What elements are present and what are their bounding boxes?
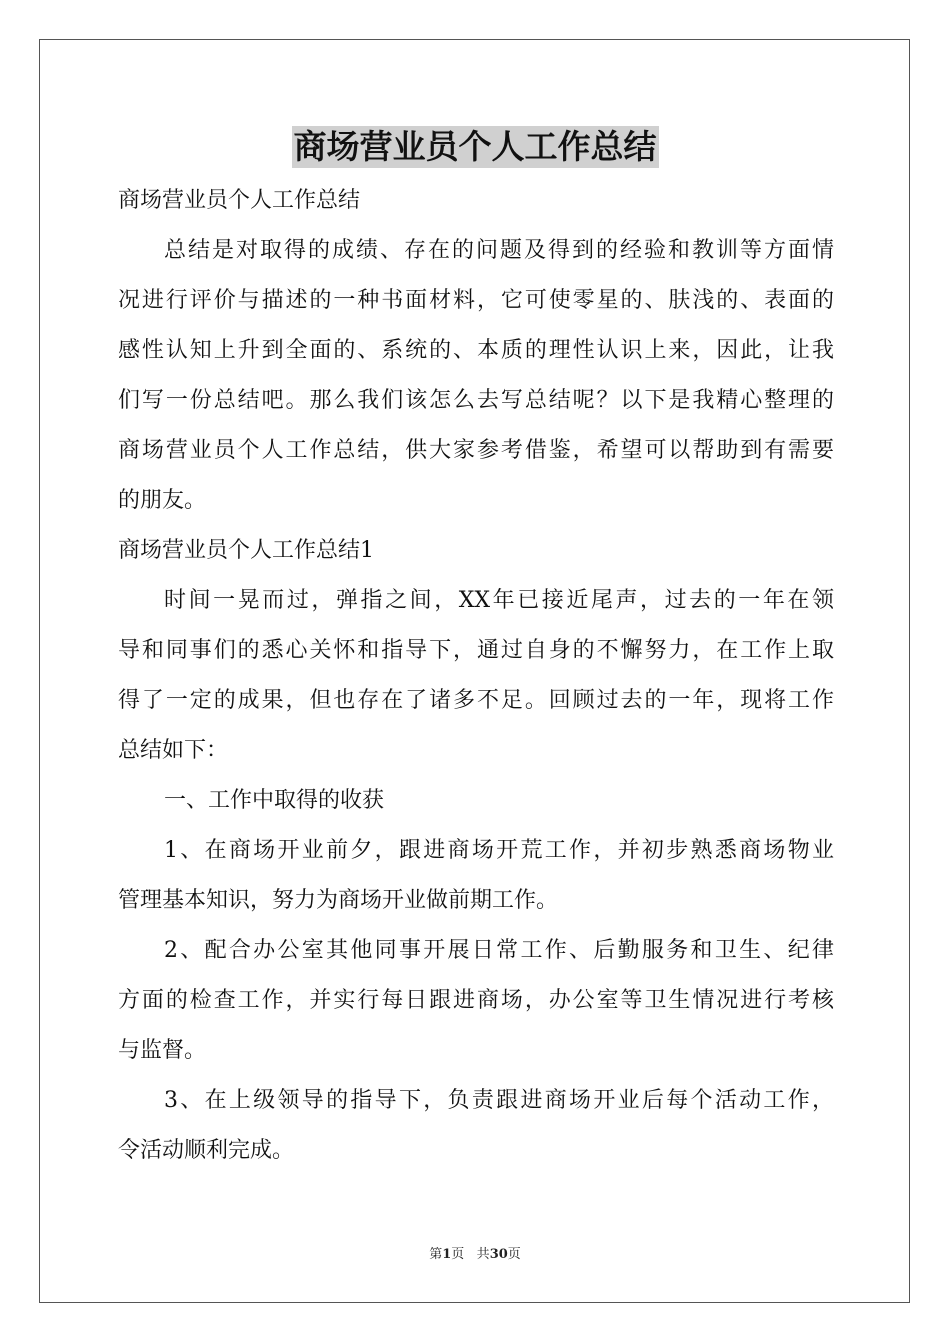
paragraph-line: 总结如下：	[118, 738, 229, 763]
paragraph-line: 感性认知上升到全面的、系统的、本质的理性认识上来，因此，让我	[118, 338, 834, 363]
paragraph-line: 与监督。	[118, 1038, 207, 1063]
paragraph-line: 的朋友。	[118, 488, 207, 513]
paragraph-line: 2、配合办公室其他同事开展日常工作、后勤服务和卫生、纪律	[164, 938, 834, 963]
total-prefix: 共	[476, 1247, 490, 1262]
paragraph-line: 况进行评价与描述的一种书面材料，它可使零星的、肤浅的、表面的	[118, 288, 834, 313]
total-suffix: 页	[507, 1247, 521, 1262]
paragraph-line: 得了一定的成果，但也存在了诸多不足。回顾过去的一年，现将工作	[118, 688, 834, 713]
subsection-heading: 一、工作中取得的收获	[164, 788, 385, 813]
document-title: 商场营业员个人工作总结	[293, 127, 657, 166]
total-pages: 30	[489, 1247, 508, 1262]
paragraph-line: 商场营业员个人工作总结，供大家参考借鉴，希望可以帮助到有需要	[118, 438, 834, 463]
paragraph-line: 导和同事们的悉心关怀和指导下，通过自身的不懈努力，在工作上取	[118, 638, 834, 663]
page-footer	[0, 1246, 950, 1264]
document-body	[118, 176, 834, 1176]
subtitle-line: 商场营业员个人工作总结	[118, 188, 361, 213]
paragraph-line: 方面的检查工作，并实行每日跟进商场，办公室等卫生情况进行考核	[118, 988, 834, 1013]
page-number: 1	[442, 1247, 452, 1262]
paragraph-line: 时间一晃而过，弹指之间，XX年已接近尾声，过去的一年在领	[164, 588, 834, 613]
paragraph-line: 总结是对取得的成绩、存在的问题及得到的经验和教训等方面情	[164, 238, 834, 263]
paragraph-line: 令活动顺利完成。	[118, 1138, 295, 1163]
page-suffix: 页	[451, 1247, 465, 1262]
paragraph-line: 1、在商场开业前夕，跟进商场开荒工作，并初步熟悉商场物业	[164, 838, 834, 863]
paragraph-line: 管理基本知识，努力为商场开业做前期工作。	[118, 888, 559, 913]
page-prefix: 第	[429, 1247, 443, 1262]
paragraph-line: 们写一份总结吧。那么我们该怎么去写总结呢？以下是我精心整理的	[118, 388, 834, 413]
paragraph-line: 3、在上级领导的指导下，负责跟进商场开业后每个活动工作，	[164, 1088, 834, 1113]
section-heading: 商场营业员个人工作总结1	[118, 538, 374, 563]
title-container	[0, 126, 950, 168]
